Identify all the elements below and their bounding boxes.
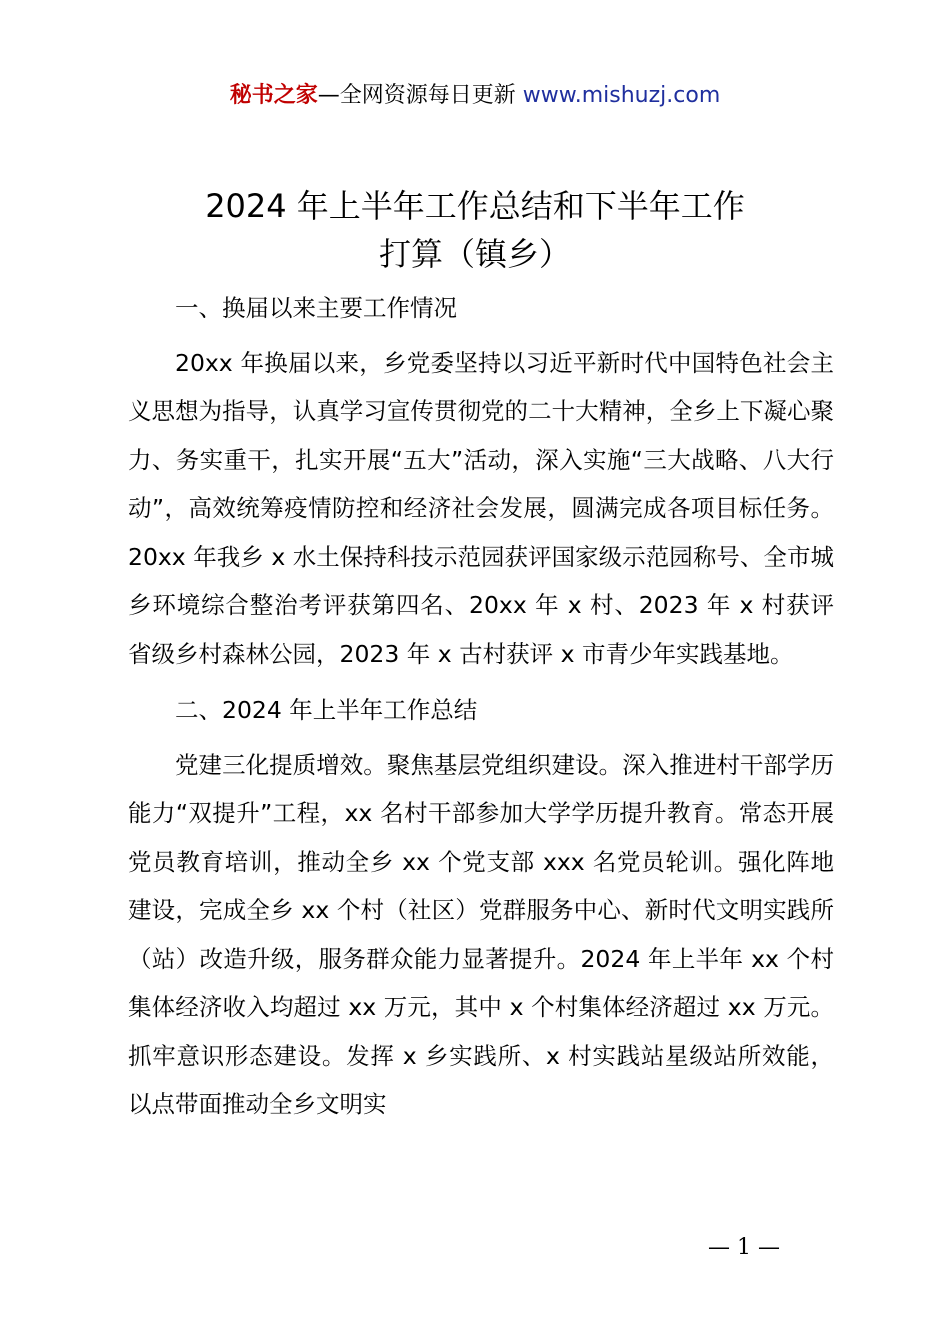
- header-tagline: —全网资源每日更新: [317, 83, 523, 108]
- site-url-link[interactable]: www.mishuzj.com: [522, 83, 721, 108]
- title-line-2: 打算（镇乡）: [378, 235, 571, 273]
- site-header: [0, 80, 950, 112]
- section-1-heading: 一、换届以来主要工作情况: [175, 294, 457, 322]
- section-1-paragraph: 20xx 年换届以来，乡党委坚持以习近平新时代中国特色社会主义思想为指导，认真学习宣传贯彻党的二十大精神，全乡上下凝心聚力、务实重干，扎实开展“五大”活动，深入实施“三大战略、八大行动”，高效统筹疫情防控和经济社会发展，圆满完成各项目标任务。20xx 年我乡 x 水土保持科技示范园获评国家级示范园称号、全市城乡环境综合整治考评获第四名、20xx 年 x 村、2023 年 x 村获评省级乡村森林公园，2023 年 x 古村获评 x 市青少年实践基地。: [128, 348, 834, 668]
- title-line-1: 2024 年上半年工作总结和下半年工作: [205, 187, 745, 225]
- brand-name: 秘书之家: [229, 83, 318, 108]
- section-2-paragraph: 党建三化提质增效。聚焦基层党组织建设。深入推进村干部学历能力“双提升”工程，xx 名村干部参加大学学历提升教育。常态开展党员教育培训，推动全乡 xx 个党支部 xxx 名党员轮训。强化阵地建设，完成全乡 xx 个村（社区）党群服务中心、新时代文明实践所（站）改造升级，服务群众能力显著提升。2024 年上半年 xx 个村集体经济收入均超过 xx 万元，其中 x 个村集体经济超过 xx 万元。抓牢意识形态建设。发挥 x 乡实践所、x 村实践站星级站所效能，以点带面推动全乡文明实: [128, 750, 834, 1118]
- page-number: — 1 —: [708, 1235, 780, 1260]
- document-title: [0, 182, 950, 278]
- document-body: [128, 284, 834, 1129]
- section-2-heading: 二、2024 年上半年工作总结: [175, 696, 478, 724]
